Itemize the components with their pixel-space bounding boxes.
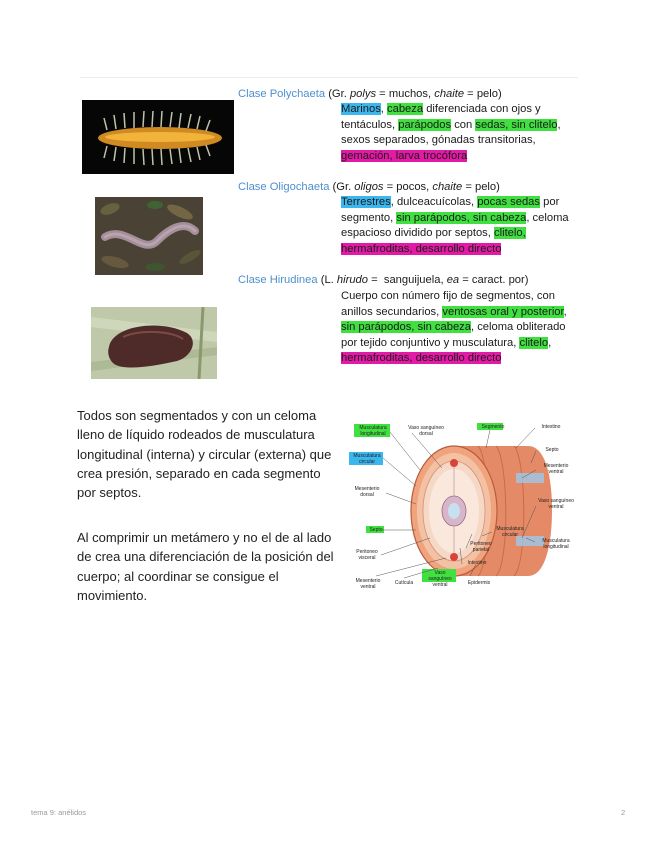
paragraph-segmentation: Todos son segmentados y con un celoma lleno de líquido rodeados de musculatura longitudinal (interna) y circular (externa) que crea presión, separado en cada segmento por septos. bbox=[77, 408, 332, 501]
description-text: , bbox=[548, 336, 552, 349]
highlighted-text: clitelo, bbox=[494, 227, 526, 240]
diagram-label: Peritoneo parietal bbox=[470, 541, 492, 553]
hirudinea-description bbox=[341, 289, 586, 367]
oligochaeta-title: Clase Oligochaeta (Gr. oligos = pocos, chaite = pelo) bbox=[238, 181, 500, 193]
description-line bbox=[341, 226, 586, 242]
oligochaeta-description bbox=[341, 195, 586, 257]
description-line bbox=[341, 305, 586, 321]
diagram-label: Septo bbox=[369, 527, 383, 533]
description-text: espacioso dividido por septos, bbox=[341, 227, 494, 240]
polychaete-photo bbox=[82, 100, 234, 174]
header-divider bbox=[80, 77, 578, 78]
description-text: por tejido conjuntivo y musculatura, bbox=[341, 336, 520, 349]
description-text: diferenciada con ojos y bbox=[423, 103, 541, 115]
diagram-label: Vaso sanguíneo ventral bbox=[538, 498, 574, 510]
footer-left: tema 9: anélidos bbox=[31, 808, 87, 817]
polychaeta-etymology: (Gr. polys = muchos, chaite = pelo) bbox=[328, 88, 502, 100]
leech-photo bbox=[91, 307, 217, 379]
description-line bbox=[341, 242, 586, 258]
highlighted-text: hermafroditas, desarrollo directo bbox=[341, 242, 502, 255]
highlighted-text: pocas sedas bbox=[477, 196, 541, 208]
polychaeta-title: Clase Polychaeta (Gr. polys = muchos, chaite = pelo) bbox=[238, 88, 502, 100]
highlighted-text: Marinos bbox=[341, 103, 381, 115]
annelid-cross-section-diagram bbox=[346, 418, 578, 596]
oligochaeta-etymology: (Gr. oligos = pocos, chaite = pelo) bbox=[332, 181, 500, 193]
highlighted-text: sin parápodos, sin cabeza bbox=[341, 321, 471, 334]
diagram-label: Musculatura longitudinal bbox=[542, 538, 570, 550]
description-line bbox=[341, 211, 586, 227]
oligochaete-photo bbox=[95, 197, 203, 275]
polychaeta-description bbox=[341, 102, 586, 164]
highlighted-text: hermafroditas, desarrollo directo bbox=[341, 352, 502, 365]
description-text: , bbox=[380, 103, 388, 115]
highlighted-text: cabeza bbox=[387, 103, 424, 115]
description-text: , celoma bbox=[526, 211, 569, 224]
diagram-label: Epidermis bbox=[467, 580, 491, 586]
description-line bbox=[341, 336, 586, 352]
description-text: segmento, bbox=[341, 211, 397, 224]
description-line bbox=[341, 118, 586, 134]
description-text: por bbox=[540, 196, 560, 208]
description-text: anillos secundarios, bbox=[341, 305, 443, 318]
description-line bbox=[341, 351, 586, 367]
highlighted-text: gemación, larva trocófora bbox=[341, 149, 468, 162]
description-text: con bbox=[451, 118, 476, 131]
diagram-label: Intestino bbox=[541, 424, 561, 430]
description-text: sexos separados, gónadas transitorias, bbox=[341, 134, 536, 147]
diagram-labels bbox=[346, 418, 578, 596]
paragraph-movement: Al comprimir un metámero y no el de al lado de crea una diferenciación de la posición del cuerpo; al coordinar se consigue el movimiento. bbox=[77, 530, 334, 603]
description-line bbox=[341, 320, 586, 336]
highlighted-text: parápodos bbox=[398, 118, 452, 131]
description-text: , bbox=[557, 118, 561, 131]
diagram-label: Intestino bbox=[467, 560, 487, 566]
diagram-label: Musculatura longitudinal bbox=[359, 425, 387, 437]
highlighted-text: sedas, sin clitelo bbox=[475, 118, 558, 131]
diagram-label: Mesenterio ventral bbox=[543, 463, 569, 475]
diagram-label: Musculatura circular bbox=[353, 453, 381, 465]
footer-page-number: 2 bbox=[621, 808, 626, 817]
hirudinea-title: Clase Hirudinea (L. hirudo = sanguijuela, ea = caract. por) bbox=[238, 274, 529, 286]
description-text: tentáculos, bbox=[341, 118, 399, 131]
diagram-label: Segmento bbox=[481, 424, 505, 430]
description-text: , celoma obliterado bbox=[470, 321, 566, 334]
description-text: , dulceacuícolas, bbox=[390, 196, 478, 208]
description-line bbox=[341, 133, 586, 149]
highlighted-text: clitelo bbox=[519, 336, 549, 349]
description-line bbox=[341, 102, 586, 118]
diagram-label: Cutícula bbox=[394, 580, 414, 586]
highlighted-text: Terrestres bbox=[341, 196, 391, 208]
highlighted-text: ventosas oral y posterior bbox=[442, 305, 564, 318]
hirudinea-etymology: (L. hirudo = sanguijuela, ea = caract. por) bbox=[320, 274, 529, 286]
diagram-label: Musculatura circular bbox=[496, 526, 524, 538]
diagram-label: Vaso sanguíneo ventral bbox=[428, 570, 452, 588]
description-text: Cuerpo con número fijo de segmentos, con bbox=[341, 290, 555, 302]
diagram-label: Mesenterio dorsal bbox=[354, 486, 380, 498]
description-line bbox=[341, 289, 586, 305]
diagram-label: Vaso sanguíneo dorsal bbox=[408, 425, 444, 437]
diagram-label: Peritoneo visceral bbox=[356, 549, 378, 561]
description-line bbox=[341, 195, 586, 211]
highlighted-text: sin parápodos, sin cabeza bbox=[396, 211, 527, 224]
description-line bbox=[341, 149, 586, 165]
description-text: , bbox=[563, 305, 567, 318]
diagram-label: Septo bbox=[545, 447, 559, 453]
diagram-label: Mesenterio ventral bbox=[355, 578, 381, 590]
